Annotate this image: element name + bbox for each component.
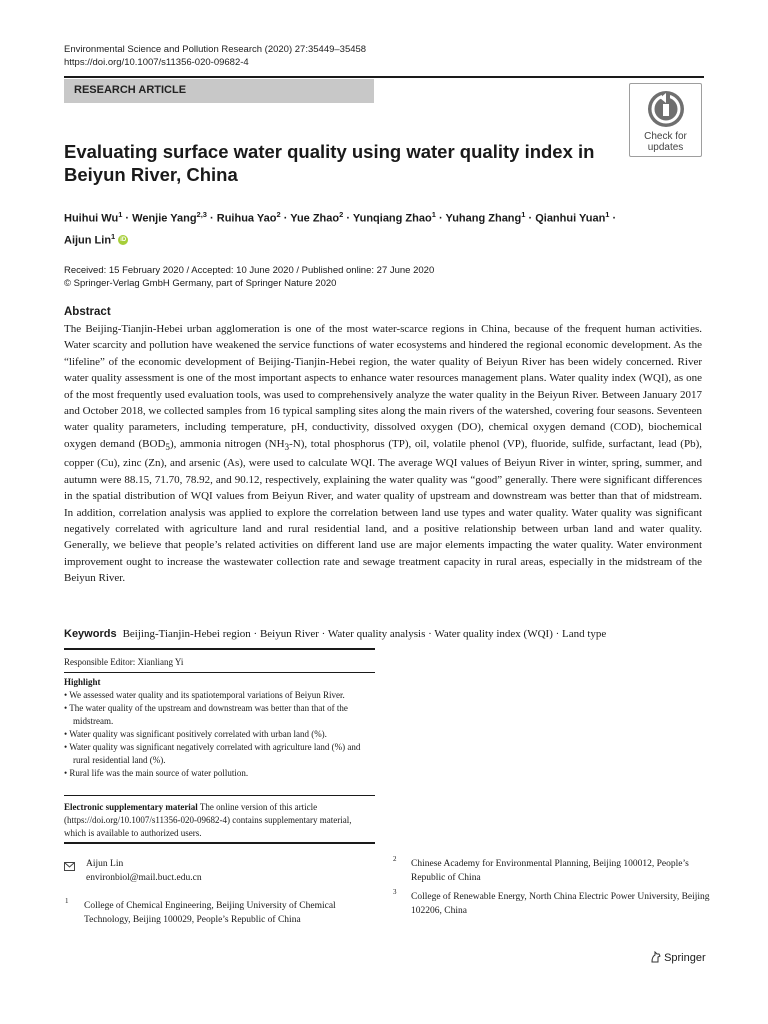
author-affiliation: 2,3: [196, 210, 207, 219]
envelope-icon: [64, 858, 78, 876]
abstract-heading: Abstract: [64, 306, 111, 318]
orcid-icon[interactable]: iD: [120, 237, 127, 244]
affiliation-text: College of Renewable Energy, North China Electric Power University, Beijing 102206, China: [411, 892, 710, 916]
abstract-subscript: 5: [165, 442, 170, 453]
abstract-text: The Beijing-Tianjin-Hebei urban agglomeration is one of the most water-scarce regions in China, because of the frequent human activities. Water scarcity and pollution have weakened the service functions of water ecosystems and hindered the regional economic development. As the “lifeline” of the economic development of Beijing-Tianjin-Hebei region, the water quality of Beiyun River has been widely concerned. River water quality assessment is one of the most important aspects to enhance water resources management plans. Water quality index (WQI), as one of the most frequently used evaluation tools, was used to comprehensively analyze the water quality in the Beiyun River. Between January 2017 and October 2018, we collected samples from 16 typical sampling sites along the main rivers of the watershed, covering four seasons. Seventeen water quality parameters, including temperature, pH, conductivity, dissolved oxygen (DO), chemical oxygen demand (COD), biochemical oxygen demand (BOD: [64, 323, 702, 450]
article-type-banner: RESEARCH ARTICLE: [64, 79, 374, 103]
highlight-item: • Rural life was the main source of water pollution.: [64, 768, 249, 778]
keywords-heading: Keywords: [64, 628, 117, 640]
doi-link[interactable]: https://doi.org/10.1007/s11356-020-09682-4: [64, 57, 249, 68]
affiliation-text: Chinese Academy for Environmental Planning, Beijing 100012, People’s Republic of China: [411, 859, 689, 883]
author-affiliation: 1: [521, 210, 526, 219]
author-name[interactable]: Yuhang Zhang: [445, 212, 522, 225]
highlight-heading: Highlight: [64, 677, 101, 687]
highlights-box: [64, 676, 375, 780]
author-affiliation: 1: [605, 210, 610, 219]
affiliation-number: 1: [65, 897, 69, 905]
copyright-line: [64, 277, 434, 290]
esm-link-text[interactable]: (https://doi.org/10.1007/s11356-020-09682-4) contains supplementary material, which is available to authorized users.: [64, 815, 352, 838]
springer-horse-icon: [650, 951, 661, 963]
affiliation-text: College of Chemical Engineering, Beijing University of Chemical Technology, Beijing 100029, People’s Republic of China: [84, 901, 336, 925]
highlight-list: [64, 689, 375, 780]
abstract-body: [64, 321, 702, 587]
check-updates-icon: [646, 89, 686, 129]
dates-line: Received: 15 February 2020 / Accepted: 10 June 2020 / Published online: 27 June 2020: [64, 265, 435, 276]
corresponding-author-email[interactable]: environbiol@mail.buct.edu.cn: [86, 873, 202, 883]
header-rule: [64, 76, 704, 78]
affiliation-number: 3: [393, 888, 397, 896]
author-affiliation: 1: [118, 210, 123, 219]
check-for-updates-badge[interactable]: [629, 83, 702, 157]
keywords: [64, 627, 704, 641]
author-affiliation: 2: [276, 210, 281, 219]
highlight-item: • Water quality was significant positively correlated with urban land (%).: [64, 729, 327, 739]
copyright-icon: ©: [64, 278, 74, 289]
sidebox-rule-top: [64, 648, 375, 650]
sidebox-rule: [64, 795, 375, 796]
author-name[interactable]: Ruihua Yao: [216, 212, 277, 225]
esm-heading: Electronic supplementary material: [64, 802, 198, 812]
author-name[interactable]: Qianhui Yuan: [535, 212, 606, 225]
copyright-text: Springer-Verlag GmbH Germany, part of Springer Nature 2020: [73, 278, 337, 289]
sidebox-rule-bottom: [64, 842, 375, 844]
springer-wordmark: Springer: [664, 952, 706, 964]
affiliation-number: 2: [393, 855, 397, 863]
publication-dates: [64, 264, 434, 290]
supplementary-material: [64, 801, 375, 840]
corresponding-author: [86, 857, 202, 885]
abstract-text: ), ammonia nitrogen (NH: [169, 437, 285, 450]
springer-logo: [650, 951, 706, 964]
author-affiliation: 1: [111, 231, 116, 241]
highlight-item: • The water quality of the upstream and downstream was better than that of the midstream.: [64, 703, 348, 726]
abstract-text: -N), total phosphorus (TP), oil, volatile phenol (VP), fluoride, sulfide, surfactant, lead (Pb), copper (Cu), zinc (Zn), and arsenic (As), were used to calculate WQI. The average WQI values of Beiyun River in winter, spring, summer, and autumn were 88.15, 71.70, 78.92, and 90.12, respectively, explaining the water quality was “good” generally. There were significant differences in the spatial distribution of WQI values from Beiyun River, and water quality of upstream and downstream was better than that of midstream. In addition, correlation analysis was applied to explore the correlation between land use types and water quality. Water quality was significant negatively correlated with agriculture land and rural residential land, and a positive relationship between urban land and water quality. Generally, we believe that people’s related activities on different land use are major elements impacting the water quality. Water environment improvement ought to increase the wastewater collection rate and sewage treatment capacity in rural areas, especially in the midstream of the Beiyun River.: [64, 437, 702, 585]
check-updates-label: Check for updates: [644, 131, 687, 153]
author-name[interactable]: Huihui Wu: [64, 212, 119, 225]
article-title: Evaluating surface water quality using water quality index in Beiyun River, China: [64, 141, 595, 185]
author-list: Huihui $Wu^1$ · Wenjie Yang$^{2,3}$ · Ruihua Yao$^2$ · Yue Zhao$^2$ · Yunqiang Zhao$^1$ · Yuhang Zhang$^1$ · Qianhui Yuan$^1$ · Aijun Lin$^1$ iD: [64, 210, 617, 247]
highlight-item: • Water quality was significant negatively correlated with agriculture land (%) and rural residential land (%).: [64, 742, 361, 765]
journal-citation: Environmental Science and Pollution Research (2020) 27:35449–35458: [64, 44, 367, 55]
author-name[interactable]: Yue Zhao: [290, 212, 340, 225]
author-affiliation: 2: [339, 210, 344, 219]
author-affiliation: 1: [431, 210, 436, 219]
esm-text: The online version of this article: [199, 802, 318, 812]
corresponding-author-name: Aijun Lin: [86, 859, 124, 869]
sidebox-rule: [64, 672, 375, 673]
highlight-item: • We assessed water quality and its spatiotemporal variations of Beiyun River.: [64, 690, 345, 700]
abstract-subscript: 3: [284, 442, 290, 453]
responsible-editor: Responsible Editor: Xianliang Yi: [64, 657, 184, 667]
author-name[interactable]: Wenjie Yang: [132, 212, 197, 225]
author-name[interactable]: Aijun Lin: [64, 234, 112, 247]
author-name[interactable]: Yunqiang Zhao: [352, 212, 432, 225]
keywords-text: Beijing-Tianjin-Hebei region · Beiyun River · Water quality analysis · Water quality index (WQI) · Land type: [122, 628, 607, 640]
